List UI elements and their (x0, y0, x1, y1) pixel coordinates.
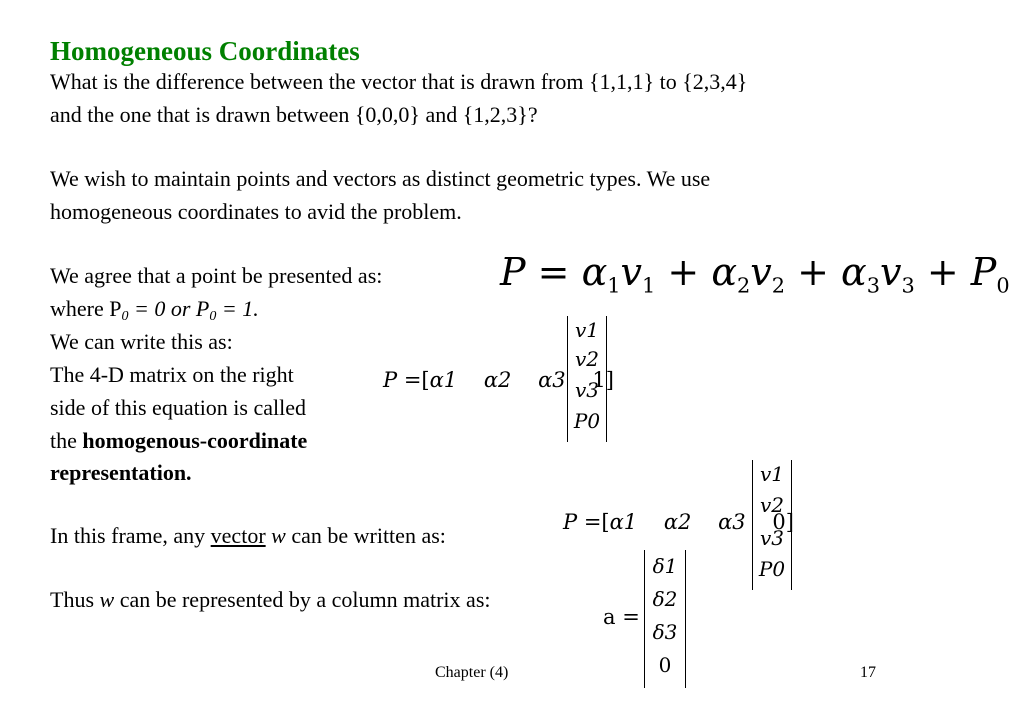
eq-symbol: v (750, 250, 772, 294)
plain-text: can be written as: (285, 523, 446, 548)
paragraph-line (50, 522, 446, 550)
column-entry: v3 (759, 526, 785, 550)
plain-text: In this frame, any (50, 523, 211, 548)
paragraph-line (50, 427, 307, 455)
column-matrix (567, 316, 607, 442)
eq-symbol: v (880, 250, 902, 294)
paragraph-line: We agree that a point be presented as: (50, 263, 383, 288)
column-entry: δ2 (652, 587, 678, 611)
row-entry: α3 (538, 368, 566, 392)
plain-text: can be represented by a column matrix as: (114, 587, 491, 612)
paragraph-line: We can write this as: (50, 329, 233, 354)
column-matrix (752, 460, 792, 590)
paragraph-line: and the one that is drawn between {0,0,0} and {1,2,3}? (50, 102, 538, 127)
eq-subscript: 3 (866, 273, 881, 298)
eq-subscript: 2 (771, 273, 786, 298)
paragraph-line: side of this equation is called (50, 395, 306, 420)
paragraph-line: We wish to maintain points and vectors as distinct geometric types. We use (50, 166, 711, 191)
row-entry: 0 (772, 510, 786, 534)
vector-link[interactable]: vector (210, 523, 266, 548)
column-entry: v2 (759, 493, 785, 517)
eq-subscript: 1 (642, 273, 656, 298)
row-entry: 1 (592, 368, 606, 392)
subscript: 0 (121, 309, 129, 324)
eq-symbol: v (620, 250, 643, 294)
slide-title: Homogeneous Coordinates (50, 36, 360, 66)
bold-term: representation. (50, 460, 192, 485)
where-text: = 0 or P (128, 296, 210, 321)
row-entry: α1 (609, 510, 638, 534)
eq-symbol: α (711, 250, 737, 294)
column-vector-equation: a = (603, 605, 640, 629)
eq-subscript: 1 (607, 273, 621, 298)
eq-symbol: α (581, 250, 608, 294)
eq-lhs: P (383, 368, 398, 392)
eq-lhs: a (603, 605, 616, 629)
column-entry: v3 (574, 378, 600, 402)
column-entry: v1 (574, 318, 600, 342)
footer-page-number: 17 (860, 664, 876, 681)
eq-subscript: 3 (901, 273, 915, 298)
variable: w (99, 587, 115, 612)
eq-symbol: P (970, 250, 997, 294)
variable: w (271, 523, 286, 548)
row-entry: α1 (429, 368, 458, 392)
where-text: = 1. (216, 296, 259, 321)
paragraph-line: homogeneous coordinates to avid the problem. (50, 199, 462, 224)
column-entry: v1 (759, 462, 785, 486)
column-matrix (644, 550, 686, 688)
column-entry: δ3 (652, 620, 678, 644)
row-entry: α2 (483, 368, 512, 392)
paragraph-line (50, 586, 491, 614)
plain-text: Thus (50, 587, 100, 612)
column-entry: 0 (658, 653, 672, 677)
footer-chapter: Chapter (4) (435, 664, 509, 681)
plain-text: the (50, 428, 83, 453)
row-entry: α3 (718, 510, 746, 534)
eq-lhs: P (563, 510, 578, 534)
paragraph-line-where (50, 295, 259, 331)
paragraph-line: What is the difference between the vector that is drawn from {1,1,1} to {2,3,4} (50, 69, 748, 94)
column-entry: P0 (758, 557, 786, 581)
bold-term: homogenous-coordinate (82, 428, 308, 453)
where-text: where P (50, 296, 122, 321)
row-entry: α2 (663, 510, 692, 534)
column-entry: v2 (574, 347, 600, 371)
homogeneous-point-equation: P =[α1 α2 α3 1] (383, 368, 614, 392)
eq-symbol: α (841, 250, 867, 294)
eq-subscript: 2 (736, 273, 751, 298)
vector-equation: P =[α1 α2 α3 0] (563, 510, 794, 534)
eq-subscript: 0 (996, 273, 1010, 298)
column-entry: δ1 (652, 554, 678, 578)
point-equation: P = α1v1 + α2v2 + α3v3 + P0 (500, 250, 1010, 298)
column-entry: P0 (573, 409, 601, 433)
paragraph-line: The 4-D matrix on the right (50, 362, 294, 387)
subscript: 0 (209, 309, 217, 324)
eq-lhs: P (500, 250, 526, 294)
